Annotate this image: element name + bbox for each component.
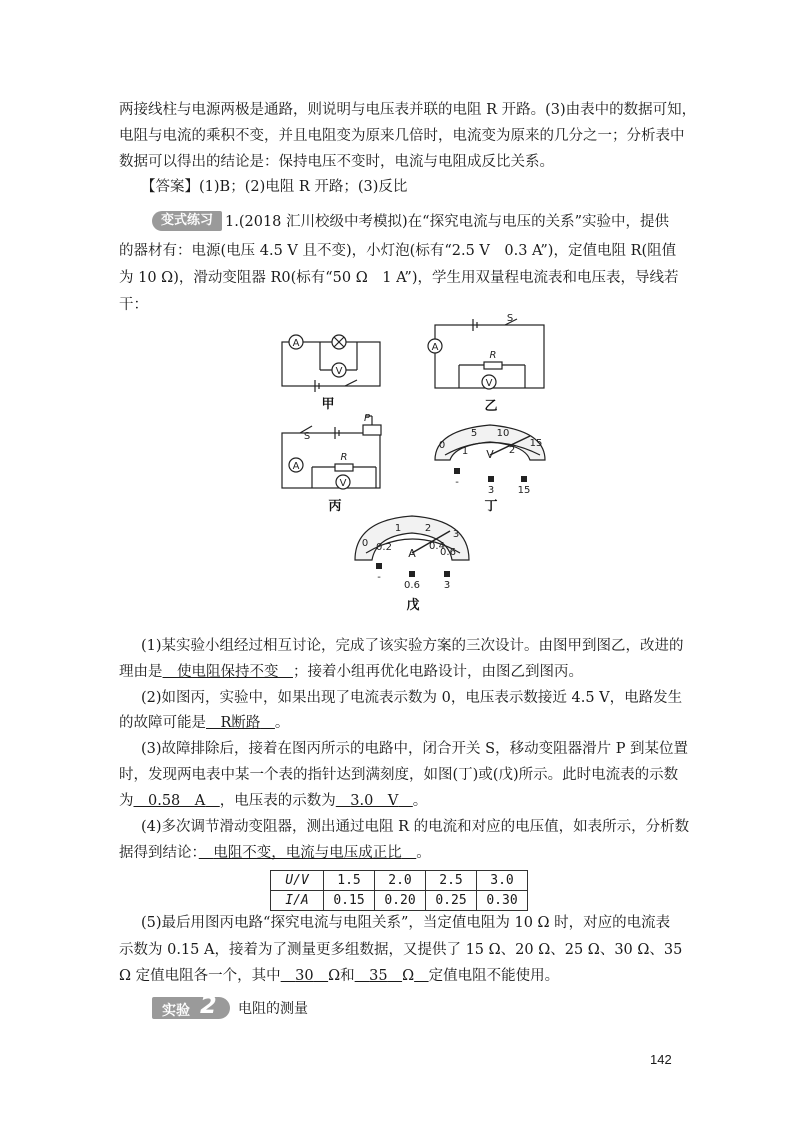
q2-line: 的故障可能是 R断路 。 (119, 715, 290, 731)
svg-text:丁: 丁 (484, 499, 498, 514)
svg-text:5: 5 (470, 428, 478, 439)
svg-text:A: A (292, 461, 300, 472)
svg-text:0: 0 (438, 440, 446, 451)
answer-blank: 0.58 A (148, 793, 206, 809)
answer-blank: 使电阻保持不变 (177, 664, 279, 680)
svg-text:0.6: 0.6 (404, 580, 420, 591)
svg-text:R: R (489, 350, 497, 361)
svg-text:2: 2 (508, 445, 516, 456)
para-line: 数据可以得出的结论是：保持电压不变时，电流与电阻成反比关系。 (119, 154, 554, 170)
svg-text:0.6: 0.6 (440, 547, 456, 558)
section-title: 电阻的测量 (238, 1001, 308, 1017)
practice-line: 1.(2018 汇川校级中考模拟)在“探究电流与电压的关系”实验中，提供 (225, 214, 669, 230)
svg-text:0.4: 0.4 (429, 541, 445, 552)
svg-text:-: - (377, 572, 381, 583)
q3-line: 时，发现两电表中某一个表的指针达到满刻度，如图(丁)或(戊)所示。此时电流表的示数 (119, 767, 679, 783)
svg-text:15: 15 (529, 438, 543, 449)
answer-blank: 电阻不变，电流与电压成正比 (213, 845, 402, 861)
data-table (270, 870, 528, 911)
svg-text:A: A (431, 342, 439, 353)
svg-text:1: 1 (394, 523, 402, 534)
svg-text:15: 15 (517, 485, 531, 496)
q4-line: 据得到结论： 电阻不变，电流与电压成正比 。 (119, 845, 431, 861)
q3-line: (3)故障排除后，接着在图丙所示的电路中，闭合开关 S，移动变阻器滑片 P 到某位置 (141, 741, 689, 757)
svg-text:丙: 丙 (328, 499, 342, 514)
svg-text:V: V (335, 366, 343, 377)
svg-text:甲: 甲 (321, 397, 335, 412)
practice-line: 为 10 Ω)，滑动变阻器 R0(标有“50 Ω 1 A”)，学生用双量程电流表和电压表，导线若 (119, 270, 679, 286)
practice-line: 干： (119, 297, 148, 313)
svg-text:乙: 乙 (484, 399, 498, 414)
practice-line: 的器材有：电源(电压 4.5 V 且不变)，小灯泡(标有“2.5 V 0.3 A”)，定值电阻 R(阻值 (119, 243, 677, 259)
para-line: 两接线柱与电源两极是通路，则说明与电压表并联的电阻 R 开路。(3)由表中的数据可知， (119, 102, 697, 118)
svg-text:V: V (339, 478, 347, 489)
svg-text:3: 3 (487, 485, 495, 496)
svg-text:-: - (455, 477, 459, 488)
page-number: 142 (650, 1052, 672, 1067)
svg-text:10: 10 (496, 428, 510, 439)
answer-blank: 30 (295, 968, 314, 984)
table-row: U/V 1.5 2.0 2.5 3.0 (271, 871, 528, 891)
table-row: I/A 0.15 0.20 0.25 0.30 (271, 891, 528, 911)
q4-line: (4)多次调节滑动变阻器，测出通过电阻 R 的电流和对应的电压值，如表所示，分析数 (141, 819, 690, 835)
q2-line: (2)如图丙，实验中，如果出现了电流表示数为 0，电压表示数接近 4.5 V，电路发生 (141, 690, 683, 706)
svg-text:R: R (340, 452, 348, 463)
q5-line: Ω 定值电阻各一个，其中 30 Ω和 35 Ω 定值电阻不能使用。 (119, 968, 560, 984)
q1-line: 理由是 使电阻保持不变 ；接着小组再优化电路设计，由图乙到图丙。 (119, 664, 583, 680)
answer-blank: 35 (369, 968, 388, 984)
svg-text:3: 3 (443, 580, 451, 591)
svg-text:3: 3 (452, 529, 460, 540)
answer-blank: R断路 (220, 715, 261, 731)
practice-badge: 变式练习 (152, 211, 222, 231)
svg-text:V: V (485, 378, 493, 389)
svg-text:S: S (303, 431, 311, 442)
q1-line: (1)某实验小组经过相互讨论，完成了该实验方案的三次设计。由图甲到图乙，改进的 (141, 638, 684, 654)
section-badge: 实验 2 (152, 997, 230, 1019)
q5-line: (5)最后用图丙电路“探究电流与电阻关系”，当定值电阻为 10 Ω 时，对应的电流表 (141, 915, 671, 931)
q3-line: 为 0.58 A ，电压表的示数为 3.0 V 。 (119, 793, 428, 809)
svg-text:0.2: 0.2 (376, 542, 392, 553)
para-line: 电阻与电流的乘积不变，并且电阻变为原来几倍时，电流变为原来的几分之一；分析表中 (119, 128, 685, 144)
svg-text:2: 2 (424, 523, 432, 534)
svg-text:A: A (292, 338, 300, 349)
answer-blank: 3.0 V (350, 793, 399, 809)
svg-text:P: P (363, 413, 371, 424)
answer-line: 【答案】(1)B；(2)电阻 R 开路；(3)反比 (141, 179, 408, 195)
svg-text:0: 0 (361, 538, 369, 549)
svg-text:A: A (408, 547, 416, 560)
q5-line: 示数为 0.15 A，接着为了测量更多组数据，又提供了 15 Ω、20 Ω、25 Ω、30 Ω、35 (119, 942, 683, 958)
svg-text:V: V (486, 448, 494, 461)
svg-text:1: 1 (461, 446, 469, 457)
svg-text:戊: 戊 (406, 598, 420, 613)
svg-text:S: S (506, 313, 514, 324)
